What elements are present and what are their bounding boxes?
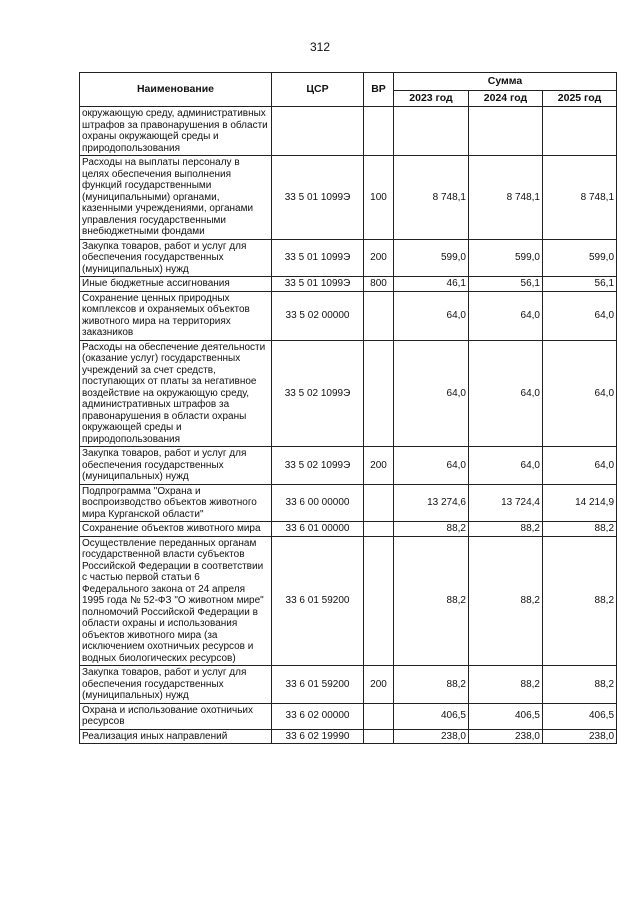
row-2025: 88,2 — [543, 522, 617, 537]
row-2023: 599,0 — [394, 239, 469, 277]
row-vr: 200 — [364, 447, 394, 485]
row-csr: 33 6 01 59200 — [272, 536, 364, 666]
row-vr — [364, 536, 394, 666]
row-2024: 56,1 — [469, 277, 543, 292]
table-row — [80, 522, 617, 537]
budget-table — [79, 72, 617, 744]
row-csr: 33 5 01 1099Э — [272, 239, 364, 277]
row-2023: 64,0 — [394, 340, 469, 447]
row-2024: 64,0 — [469, 291, 543, 340]
row-2023: 406,5 — [394, 703, 469, 729]
row-2024: 64,0 — [469, 340, 543, 447]
row-csr: 33 5 02 1099Э — [272, 447, 364, 485]
row-csr — [272, 107, 364, 156]
row-csr: 33 6 02 00000 — [272, 703, 364, 729]
row-2025: 88,2 — [543, 666, 617, 704]
row-2023: 88,2 — [394, 536, 469, 666]
row-name: Расходы на выплаты персоналу в целях обеспечения выполнения функций государственными (муниципальными) органами, казенными учреждениями, органами управления государственными внебюджетными фондами — [80, 156, 272, 240]
row-2025: 64,0 — [543, 447, 617, 485]
row-2023: 64,0 — [394, 447, 469, 485]
row-2023: 8 748,1 — [394, 156, 469, 240]
row-name: Расходы на обеспечение деятельности (оказание услуг) государственных учреждений за счет средств, поступающих от платы за негативное воздействие на окружающую среду, административных штрафов за правонарушения в области охраны окружающей среды и природопользования — [80, 340, 272, 447]
row-2023: 238,0 — [394, 729, 469, 744]
row-2024: 13 724,4 — [469, 484, 543, 522]
row-2025: 8 748,1 — [543, 156, 617, 240]
table-row — [80, 729, 617, 744]
table-row — [80, 447, 617, 485]
row-2024: 64,0 — [469, 447, 543, 485]
table-row — [80, 277, 617, 292]
row-name: Закупка товаров, работ и услуг для обеспечения государственных (муниципальных) нужд — [80, 239, 272, 277]
row-name: Осуществление переданных органам государственной власти субъектов Российской Федерации в соответствии с частью первой статьи 6 Федерального закона от 24 апреля 1995 года № 52-ФЗ "О животном мире" полномочий Российской Федерации в области охраны и использования объектов животного мира (за исключением охотничьих ресурсов и водных биологических ресурсов) — [80, 536, 272, 666]
row-2024: 8 748,1 — [469, 156, 543, 240]
row-name: Охрана и использование охотничьих ресурсов — [80, 703, 272, 729]
row-2023: 64,0 — [394, 291, 469, 340]
header-2023: 2023 год — [394, 91, 469, 107]
row-2024 — [469, 107, 543, 156]
row-2024: 599,0 — [469, 239, 543, 277]
row-2025: 14 214,9 — [543, 484, 617, 522]
table-row — [80, 484, 617, 522]
row-vr: 800 — [364, 277, 394, 292]
row-vr — [364, 107, 394, 156]
row-name: Иные бюджетные ассигнования — [80, 277, 272, 292]
table-row — [80, 291, 617, 340]
row-csr: 33 5 02 00000 — [272, 291, 364, 340]
row-2023: 88,2 — [394, 522, 469, 537]
row-name: Закупка товаров, работ и услуг для обеспечения государственных (муниципальных) нужд — [80, 447, 272, 485]
row-2023: 13 274,6 — [394, 484, 469, 522]
table-row — [80, 536, 617, 666]
row-2025: 88,2 — [543, 536, 617, 666]
row-2024: 88,2 — [469, 666, 543, 704]
row-csr: 33 5 01 1099Э — [272, 277, 364, 292]
header-vr: ВР — [364, 73, 394, 107]
row-2025 — [543, 107, 617, 156]
table-row — [80, 340, 617, 447]
row-vr — [364, 340, 394, 447]
row-csr: 33 6 01 00000 — [272, 522, 364, 537]
row-2024: 238,0 — [469, 729, 543, 744]
row-vr — [364, 729, 394, 744]
row-name: Реализация иных направлений — [80, 729, 272, 744]
table-row — [80, 239, 617, 277]
row-2025: 64,0 — [543, 291, 617, 340]
row-csr: 33 5 01 1099Э — [272, 156, 364, 240]
row-csr: 33 6 00 00000 — [272, 484, 364, 522]
row-2025: 56,1 — [543, 277, 617, 292]
row-2024: 88,2 — [469, 536, 543, 666]
row-2025: 238,0 — [543, 729, 617, 744]
row-2025: 64,0 — [543, 340, 617, 447]
row-name: Закупка товаров, работ и услуг для обеспечения государственных (муниципальных) нужд — [80, 666, 272, 704]
row-vr: 100 — [364, 156, 394, 240]
row-csr: 33 6 01 59200 — [272, 666, 364, 704]
row-2024: 88,2 — [469, 522, 543, 537]
table-row — [80, 666, 617, 704]
row-vr — [364, 484, 394, 522]
row-vr: 200 — [364, 666, 394, 704]
row-vr — [364, 703, 394, 729]
row-2024: 406,5 — [469, 703, 543, 729]
header-name: Наименование — [80, 73, 272, 107]
table-row — [80, 107, 617, 156]
row-vr — [364, 522, 394, 537]
page-number: 312 — [309, 40, 331, 54]
table-row — [80, 703, 617, 729]
header-2024: 2024 год — [469, 91, 543, 107]
row-csr: 33 5 02 1099Э — [272, 340, 364, 447]
row-2025: 599,0 — [543, 239, 617, 277]
header-csr: ЦСР — [272, 73, 364, 107]
row-name: окружающую среду, административных штрафов за правонарушения в области охраны окружающей среды и природопользования — [80, 107, 272, 156]
row-vr: 200 — [364, 239, 394, 277]
header-sum: Сумма — [394, 73, 617, 91]
row-2025: 406,5 — [543, 703, 617, 729]
row-vr — [364, 291, 394, 340]
row-name: Сохранение объектов животного мира — [80, 522, 272, 537]
row-name: Подпрограмма "Охрана и воспроизводство объектов животного мира Курганской области" — [80, 484, 272, 522]
row-2023: 88,2 — [394, 666, 469, 704]
row-csr: 33 6 02 19990 — [272, 729, 364, 744]
header-2025: 2025 год — [543, 91, 617, 107]
table-row — [80, 156, 617, 240]
row-2023: 46,1 — [394, 277, 469, 292]
row-2023 — [394, 107, 469, 156]
row-name: Сохранение ценных природных комплексов и охраняемых объектов животного мира на территориях заказников — [80, 291, 272, 340]
